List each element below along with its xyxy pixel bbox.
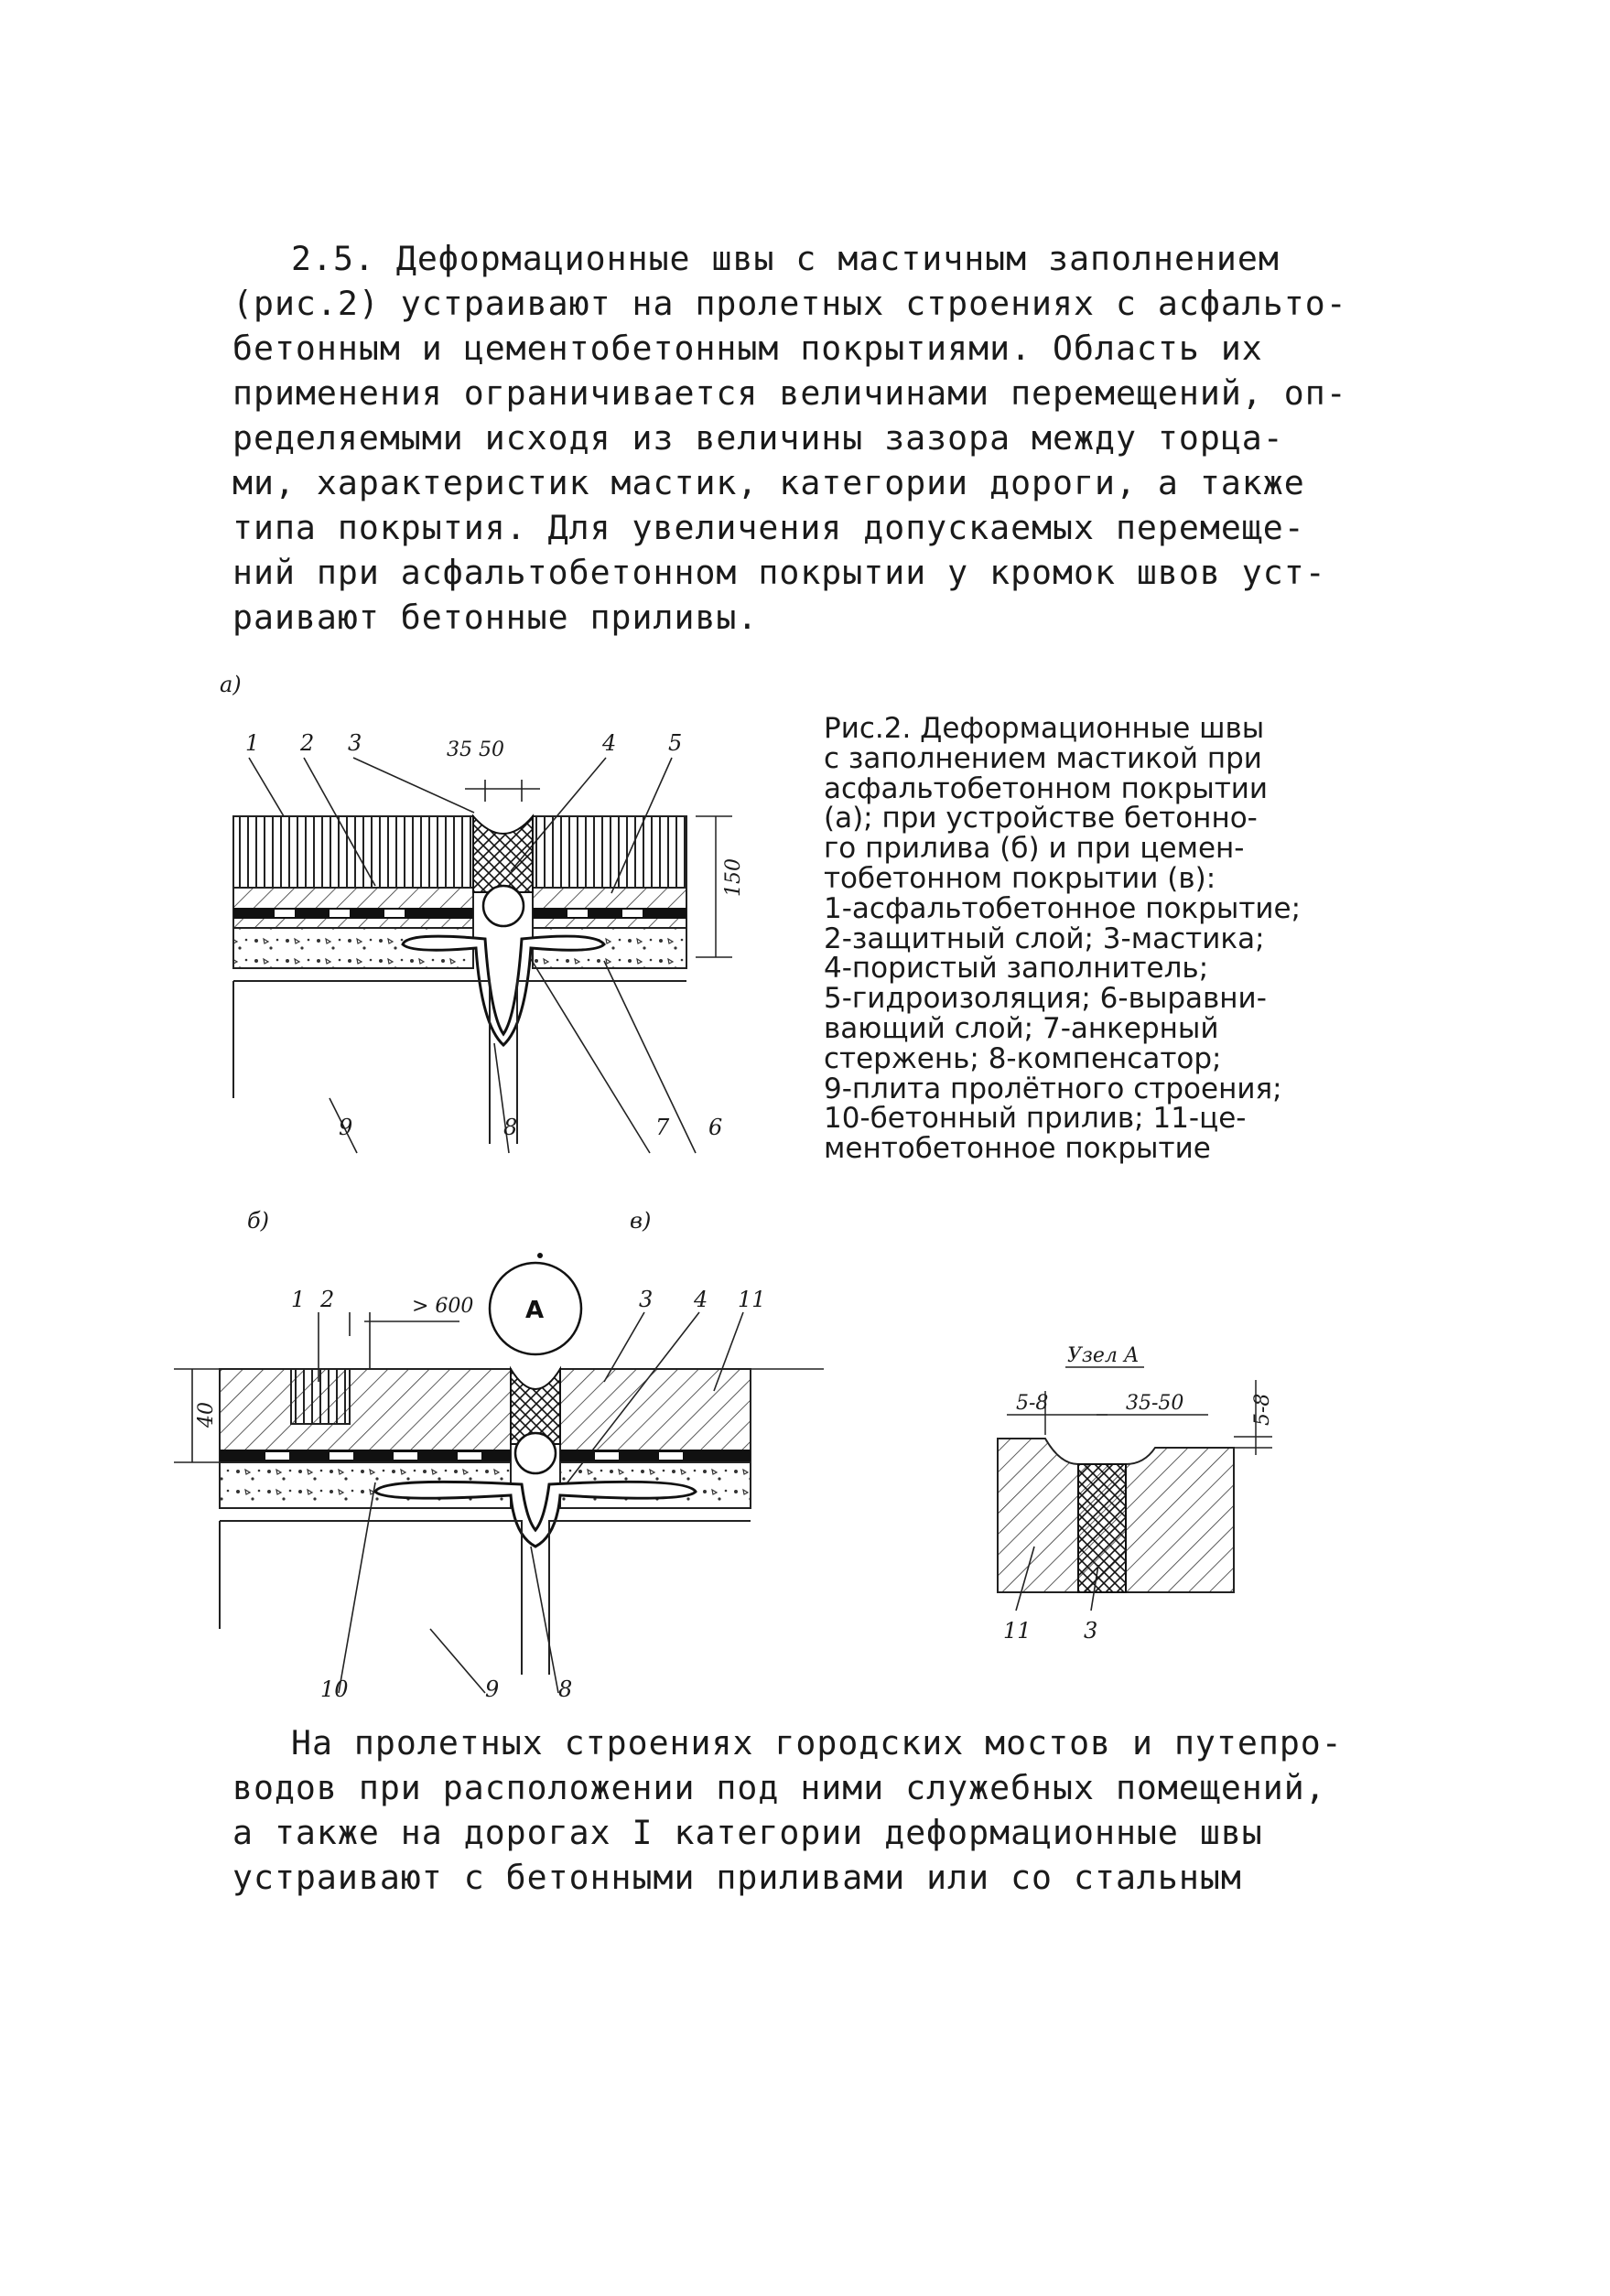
text-line: (рис.2) устраивают на пролетных строениях с асфальто- xyxy=(232,284,1347,323)
panel-bc-diagram xyxy=(195,1245,842,1720)
dimension-left: 5-8 xyxy=(1016,1392,1049,1415)
callout-3: 3 xyxy=(639,1287,654,1312)
panel-b-label xyxy=(247,1204,284,1241)
text-line: На пролетных строениях городских мостов и путепро- xyxy=(291,1723,1343,1762)
caption-line: ментобетонное покрытие xyxy=(824,1132,1211,1166)
text-line: применения ограничивается величинами перемещений, оп- xyxy=(232,373,1347,413)
caption-line: стержень; 8-компенсатор; xyxy=(824,1041,1222,1075)
callout-3: 3 xyxy=(1084,1618,1098,1644)
callout-6: 6 xyxy=(708,1115,723,1140)
panel-a-diagram xyxy=(220,714,787,1144)
panel-b-bottom-callouts xyxy=(311,1669,622,1715)
callout-10: 10 xyxy=(320,1676,349,1702)
callout-4: 4 xyxy=(694,1287,708,1312)
figure-caption xyxy=(824,714,1301,1164)
callout-11: 11 xyxy=(1003,1618,1032,1644)
dimension-gap: 35 50 xyxy=(447,738,504,761)
paragraph-bottom xyxy=(232,1720,1343,1900)
text-line: раивают бетонные приливы. xyxy=(232,598,759,637)
panel-a-label xyxy=(220,668,256,705)
text-line: ми, характеристик мастик, категории дороги, а также xyxy=(232,463,1305,502)
text-line: 2.5. Деформационные швы с мастичным заполнением xyxy=(291,239,1280,278)
text-line: устраивают с бетонными приливами или со стальным xyxy=(232,1858,1242,1897)
callout-2: 2 xyxy=(300,730,315,756)
callout-7: 7 xyxy=(655,1115,670,1140)
node-a-detail xyxy=(989,1336,1300,1629)
caption-line: го прилива (б) и при цемен- xyxy=(824,832,1245,866)
caption-line: 5-гидроизоляция; 6-выравни- xyxy=(824,982,1267,1016)
callout-5: 5 xyxy=(668,730,683,756)
callout-9: 9 xyxy=(339,1115,353,1140)
caption-line: (а); при устройстве бетонно- xyxy=(824,802,1258,835)
callout-3: 3 xyxy=(348,730,362,756)
caption-line: асфальтобетонном покрытии xyxy=(824,771,1269,805)
text-line: бетонным и цементобетонным покрытиями. Область их xyxy=(232,329,1263,368)
caption-line: 4-пористый заполнитель; xyxy=(824,952,1209,986)
dimension-height: 150 xyxy=(722,858,745,897)
caption-line: вающий слой; 7-анкерный xyxy=(824,1011,1219,1045)
caption-line: Рис.2. Деформационные швы xyxy=(824,712,1265,745)
node-a-bottom-callouts xyxy=(989,1611,1172,1656)
panel-label: б) xyxy=(247,1208,270,1234)
paragraph-top xyxy=(232,236,1347,640)
callout-1: 1 xyxy=(291,1287,306,1312)
callout-8: 8 xyxy=(503,1115,518,1140)
caption-line: 1-асфальтобетонное покрытие; xyxy=(824,891,1302,925)
dimension-right: 5-8 xyxy=(1251,1393,1274,1426)
panel-c-label xyxy=(630,1204,666,1241)
panel-label: а) xyxy=(220,672,242,697)
caption-line: тобетонном покрытии (в): xyxy=(824,861,1216,895)
callout-2: 2 xyxy=(320,1287,335,1312)
panel-label: в) xyxy=(630,1208,652,1234)
callout-9: 9 xyxy=(485,1676,500,1702)
caption-line: 10-бетонный прилив; 11-це- xyxy=(824,1102,1247,1136)
callout-11: 11 xyxy=(738,1287,766,1312)
callout-8: 8 xyxy=(558,1676,573,1702)
caption-line: 2-защитный слой; 3-мастика; xyxy=(824,922,1265,955)
dimension-height: 40 xyxy=(195,1402,218,1428)
panel-a-bottom-callouts xyxy=(330,1107,787,1153)
dimension-gap: 35-50 xyxy=(1126,1392,1184,1415)
callout-4: 4 xyxy=(602,730,617,756)
dimension-width: > 600 xyxy=(412,1295,474,1318)
node-title: Узел А xyxy=(1067,1344,1140,1367)
text-line: водов при расположении под ними служебных помещений, xyxy=(232,1768,1326,1807)
node-marker: А xyxy=(525,1297,545,1324)
text-line: ределяемыми исходя из величины зазора между торца- xyxy=(232,418,1284,458)
caption-line: 9-плита пролётного строения; xyxy=(824,1072,1282,1105)
text-line: а также на дорогах I категории деформационные швы xyxy=(232,1813,1263,1852)
callout-1: 1 xyxy=(245,730,260,756)
caption-line: с заполнением мастикой при xyxy=(824,741,1262,775)
text-line: типа покрытия. Для увеличения допускаемых перемеще- xyxy=(232,508,1305,547)
text-line: ний при асфальтобетонном покрытии у кромок швов уст- xyxy=(232,553,1326,592)
